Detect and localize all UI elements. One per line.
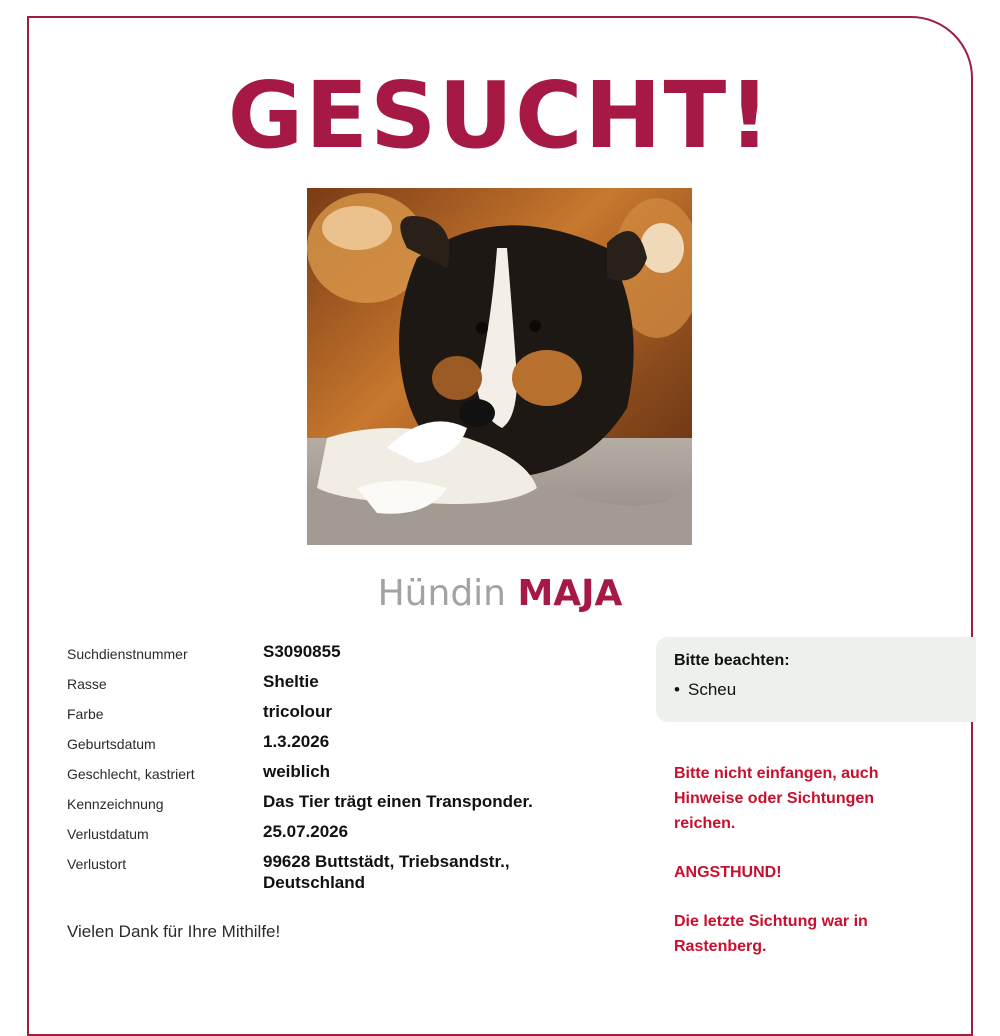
- notes-title: Bitte beachten:: [674, 652, 790, 669]
- detail-row: [67, 761, 607, 791]
- detail-row: [67, 851, 607, 902]
- detail-label: Kennzeichnung: [67, 796, 164, 812]
- detail-row: [67, 641, 607, 671]
- detail-value: weiblich: [263, 762, 331, 781]
- poster-title: GESUCHT!: [227, 62, 773, 169]
- detail-label: Farbe: [67, 706, 104, 722]
- detail-value: Sheltie: [263, 672, 319, 691]
- detail-value-line: Deutschland: [263, 873, 366, 892]
- detail-label: Geburtsdatum: [67, 736, 156, 752]
- detail-value: S3090855: [263, 642, 341, 661]
- detail-label: Verlustdatum: [67, 826, 149, 842]
- notes-box: [656, 637, 976, 722]
- detail-row: [67, 701, 607, 731]
- warning-last-sighting: [674, 909, 944, 959]
- detail-value-line: 99628 Buttstädt, Triebsandstr.,: [263, 852, 510, 871]
- warning-line: Bitte nicht einfangen, auch: [674, 765, 879, 782]
- detail-row: [67, 671, 607, 701]
- notes-item: [674, 680, 958, 700]
- detail-value: Das Tier trägt einen Transponder.: [263, 792, 533, 811]
- bullet-icon: •: [674, 680, 680, 699]
- dog-name: MAJA: [517, 573, 623, 614]
- detail-row: [67, 791, 607, 821]
- detail-value: 1.3.2026: [263, 732, 330, 751]
- detail-value: [263, 851, 607, 902]
- detail-value: 25.07.2026: [263, 822, 349, 841]
- detail-label: Rasse: [67, 676, 107, 692]
- detail-label: Suchdienstnummer: [67, 646, 188, 662]
- warning-line: Hinweise oder Sichtungen: [674, 790, 875, 807]
- dog-gender-label: Hündin: [377, 573, 506, 614]
- warning-anxious-dog: ANGSTHUND!: [674, 864, 782, 881]
- warning-line: reichen.: [674, 815, 736, 832]
- dog-photo-illustration: [307, 188, 692, 545]
- detail-value: tricolour: [263, 702, 332, 721]
- details-table: [67, 641, 607, 902]
- detail-label: Verlustort: [67, 856, 127, 872]
- dog-photo: [307, 188, 692, 545]
- warning-line: Rastenberg.: [674, 938, 767, 955]
- dog-name-heading: [0, 571, 1000, 617]
- thanks-text: Vielen Dank für Ihre Mithilfe!: [67, 922, 281, 941]
- detail-row: [67, 731, 607, 761]
- detail-row: [67, 821, 607, 851]
- notes-item-text: Scheu: [688, 680, 737, 699]
- detail-label: Geschlecht, kastriert: [67, 766, 195, 782]
- warning-no-capture: [674, 761, 944, 836]
- warning-line: Die letzte Sichtung war in: [674, 913, 868, 930]
